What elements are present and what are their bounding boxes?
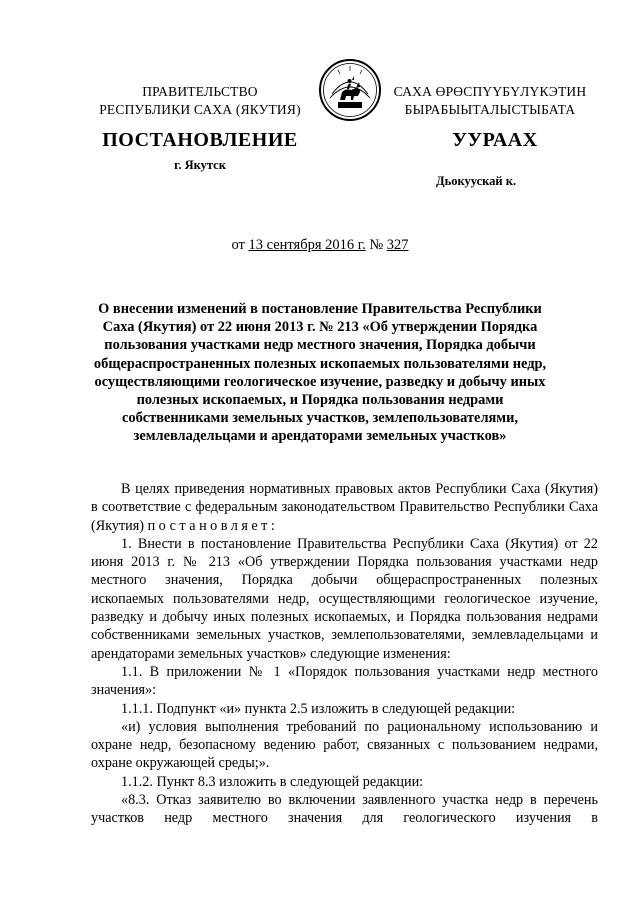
right-header-line1: САХА ӨРӨСПҮҮБҮЛҮКЭТИН (393, 84, 587, 99)
intro-paragraph (91, 480, 598, 535)
paragraph-1: 1. Внести в постановление Правительства Республики Саха (Якутия) от 22 июня 2013 г. № 213 «Об утверждении Порядка пользования участками недр местного значения, Порядка добычи общераспространенных полезных ископаемых пользователями недр, осуществляющими геологическое изучение, разведку и добычу иных полезных ископаемых, и Порядка пользования недрами собственниками земельных участков, землепользователями, землевладельцами и арендаторами земельных участков» следующие изменения: (91, 535, 598, 662)
paragraph-1-1: 1.1. В приложении № 1 «Порядок пользования участками недр местного значения»: (91, 663, 598, 699)
title-line: пользования участками недр местного значения, Порядка добычи (104, 337, 536, 354)
title-line: общераспространенных полезных ископаемых пользователями недр, (93, 355, 547, 372)
title-line: Саха (Якутия) от 22 июня 2013 г. № 213 «Об утверждении Порядка (102, 319, 538, 336)
right-header-org (390, 83, 590, 119)
left-header-line2: РЕСПУБЛИКИ САХА (ЯКУТИЯ) (99, 102, 301, 117)
doc-type-title-ru: ПОСТАНОВЛЕНИЕ (102, 129, 298, 151)
decree-number: 327 (386, 237, 409, 253)
left-header-org (80, 83, 320, 119)
city-ru: г. Якутск (174, 158, 226, 172)
intro-text: В целях приведения нормативных правовых актов Республики Саха (Якутия) в соответствие с федеральным законодательством Правительство Республики Саха (Якутия) (91, 481, 598, 534)
date-prefix: от (231, 237, 245, 253)
title-line: полезных ископаемых, и Порядка пользования недрами (136, 392, 504, 409)
coat-of-arms-emblem-icon (318, 58, 382, 122)
title-line: осуществляющими геологическое изучение, разведку и добычу иных (94, 373, 546, 390)
decree-body (91, 480, 598, 828)
decree-title (60, 300, 580, 446)
title-line: О внесении изменений в постановление Правительства Республики (98, 301, 542, 317)
left-header-line1: ПРАВИТЕЛЬСТВО (142, 84, 258, 99)
title-line: собственниками земельных участков, землепользователями, (121, 410, 518, 427)
date-line (80, 236, 560, 254)
paragraph-1-1-1: 1.1.1. Подпункт «и» пункта 2.5 изложить в следующей редакции: (121, 700, 516, 717)
decree-date: 13 сентября 2016 г. (248, 237, 366, 253)
right-header-line2: БЫРАБЫЫТАЛЫСТЫБАТА (404, 102, 576, 117)
city-sah: Дьокуускай к. (436, 174, 517, 188)
paragraph-8-3: «8.3. Отказ заявителю во включении заявленного участка недр в перечень участков недр местного значения для геологического изучения в (91, 792, 598, 827)
doc-type-title-sah: УУРААХ (452, 129, 538, 151)
decree-word: постановляет: (147, 517, 279, 534)
title-line: землевладельцами и арендаторами земельных участков» (133, 428, 507, 445)
paragraph-i: «и) условия выполнения требований по рациональному использованию и охране недр, безопасному ведению работ, связанных с пользованием недрами, охране окружающей среды;». (91, 718, 598, 772)
paragraph-1-1-2: 1.1.2. Пункт 8.3 изложить в следующей редакции: (121, 773, 424, 790)
number-sign: № (369, 237, 384, 253)
